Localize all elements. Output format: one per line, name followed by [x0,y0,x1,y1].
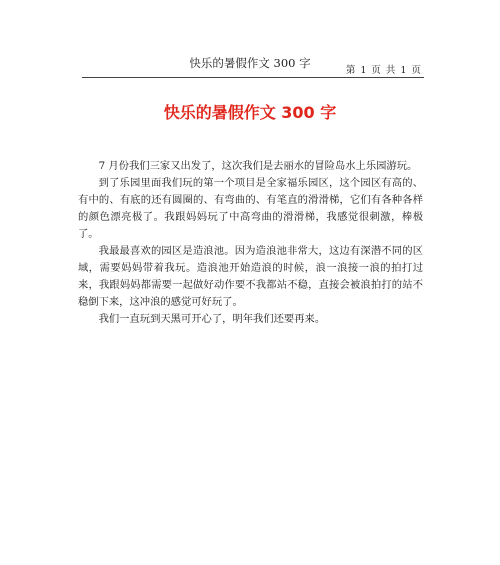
page-number-info: 第 1 页 共 1 页 [345,65,422,76]
document-body [78,158,423,328]
document-title: 快乐的暑假作文 300 字 [163,103,337,122]
header-divider [82,77,424,78]
paragraph: 到了乐园里面我们玩的第一个项目是全家福乐园区，这个园区有高的、有中的、有底的还有圆圈的、有弯曲的、有笔直的滑滑梯，它们有各种各样的颜色漂亮极了。我跟妈妈玩了中高弯曲的滑滑梯，我感觉很刺激，棒极了。 [78,177,423,240]
paragraph: 7 月份我们三家又出发了，这次我们是去丽水的冒险岛水上乐园游玩。 [98,160,418,172]
header-title: 快乐的暑假作文 300 字 [189,56,311,70]
paragraph: 我最最喜欢的园区是造浪池。因为造浪池非常大，这边有深潜不同的区域，需要妈妈带着我玩。造浪池开始造浪的时候，浪一浪接一浪的拍打过来，我跟妈妈都需要一起做好动作要不我都站不稳，直接会被浪拍打的站不稳倒下来，这冲浪的感觉可好玩了。 [78,245,423,308]
paragraph: 我们一直玩到天黑可开心了，明年我们还要再来。 [98,313,326,325]
